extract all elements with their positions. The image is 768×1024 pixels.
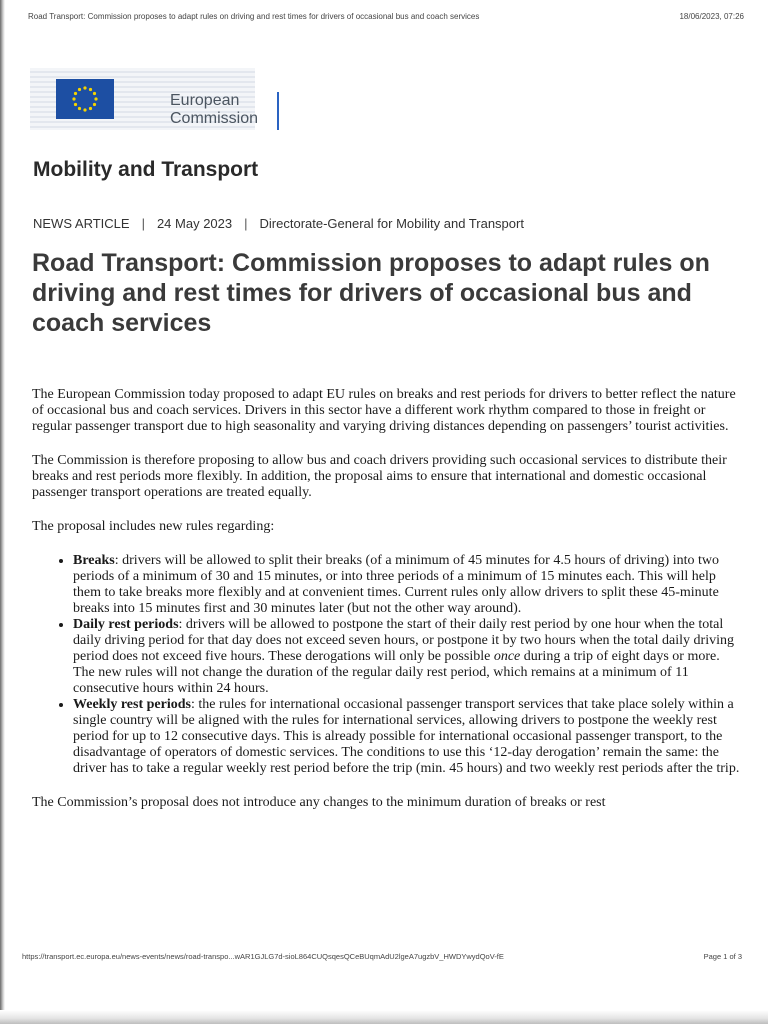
- article-directorate[interactable]: Directorate-General for Mobility and Transport: [259, 216, 524, 231]
- rules-list: [32, 553, 744, 777]
- list-item-daily-rest: [73, 617, 744, 697]
- article-type: NEWS ARTICLE: [33, 216, 130, 231]
- logo-line-commission: Commission: [170, 110, 259, 127]
- list-item-breaks: [73, 553, 744, 617]
- article-meta: [33, 216, 524, 231]
- logo-wordmark: [170, 92, 258, 128]
- paragraph: The Commission’s proposal does not introduce any changes to the minimum duration of breaks or rest: [32, 795, 606, 810]
- logo-band: [30, 68, 259, 130]
- print-footer-url: https://transport.ec.europa.eu/news-events/news/road-transpo...wAR1GJLG7d-sioL864CUQsqesQCeBUqmAdU2lgeA7ugzbV_HWDYwydQoV-fE: [22, 952, 504, 961]
- print-header: [28, 12, 744, 21]
- page-bottom-edge: [0, 1010, 768, 1024]
- print-header-title: Road Transport: Commission proposes to adapt rules on driving and rest times for drivers of occasional bus and coach services: [28, 12, 480, 21]
- meta-separator: |: [244, 216, 248, 231]
- list-term: Breaks: [73, 553, 115, 568]
- print-header-datetime: 18/06/2023, 07:26: [679, 12, 744, 21]
- list-text: during a trip of eight days or more. The new rules will not change the duration of the regular daily rest period, which remains at a minimum of 11 consecutive hours within 24 hours.: [73, 649, 720, 696]
- list-item-weekly-rest: [73, 697, 744, 777]
- site-section-title[interactable]: Mobility and Transport: [33, 158, 259, 181]
- logo-line-european: European: [170, 92, 240, 109]
- eu-flag-icon: [56, 79, 114, 119]
- list-emphasis: once: [493, 649, 521, 664]
- paragraph: The European Commission today proposed to adapt EU rules on breaks and rest periods for drivers to better reflect the nature of occasional bus and coach services. Drivers in this sector have a different work rhythm compared to those in freight or regular passenger transport due to high seasonality and varying driving distances depending on passengers’ tourist activities.: [32, 387, 736, 434]
- list-term: Weekly rest periods: [73, 697, 191, 712]
- article-headline: Road Transport: Commission proposes to adapt rules on driving and rest times for drivers of occasional bus and coach services: [32, 249, 710, 337]
- list-text: : drivers will be allowed to split their breaks (of a minimum of 45 minutes for 4.5 hours of driving) into two periods of a minimum of 30 and 15 minutes, or into three periods of a minimum of 15 minutes each. This will help them to take breaks more flexibly and at convenient times. Current rules only allow drivers to split these 45-minute breaks into 15 minutes first and 30 minutes later (but not the other way around).: [73, 553, 719, 616]
- print-footer-page: Page 1 of 3: [703, 952, 742, 961]
- list-term: Daily rest periods: [73, 617, 179, 632]
- paragraph: The proposal includes new rules regarding:: [32, 519, 275, 534]
- article-date: 24 May 2023: [156, 216, 233, 231]
- european-commission-logo[interactable]: [30, 68, 259, 130]
- print-footer: [22, 952, 742, 961]
- article-body: [32, 387, 744, 829]
- paragraph: The Commission is therefore proposing to allow bus and coach drivers providing such occasional services to distribute their breaks and rest periods more flexibly. In addition, the proposal aims to ensure that international and domestic occasional passenger transport operations are treated equally.: [32, 453, 727, 500]
- page-edge: [0, 0, 5, 1024]
- list-text: : drivers will be allowed to postpone the start of their daily rest period by one hour when the total daily driving period for that day does not exceed seven hours, or postpone it by two hours when the total daily driving period does not exceed five hours. These derogations will only be possible: [73, 617, 734, 664]
- list-text: : the rules for international occasional passenger transport services that take place solely within a single country will be aligned with the rules for international services, allowing drivers to postpone the weekly rest period for up to 12 consecutive days. This is already possible for international occasional passenger transport, to the disadvantage of operators of domestic services. The conditions to use this ‘12-day derogation’ remain the same: the driver has to take a regular weekly rest period before the trip (min. 45 hours) and two weekly rest periods after the trip.: [73, 697, 740, 776]
- logo-divider: [277, 92, 279, 130]
- meta-separator: |: [141, 216, 145, 231]
